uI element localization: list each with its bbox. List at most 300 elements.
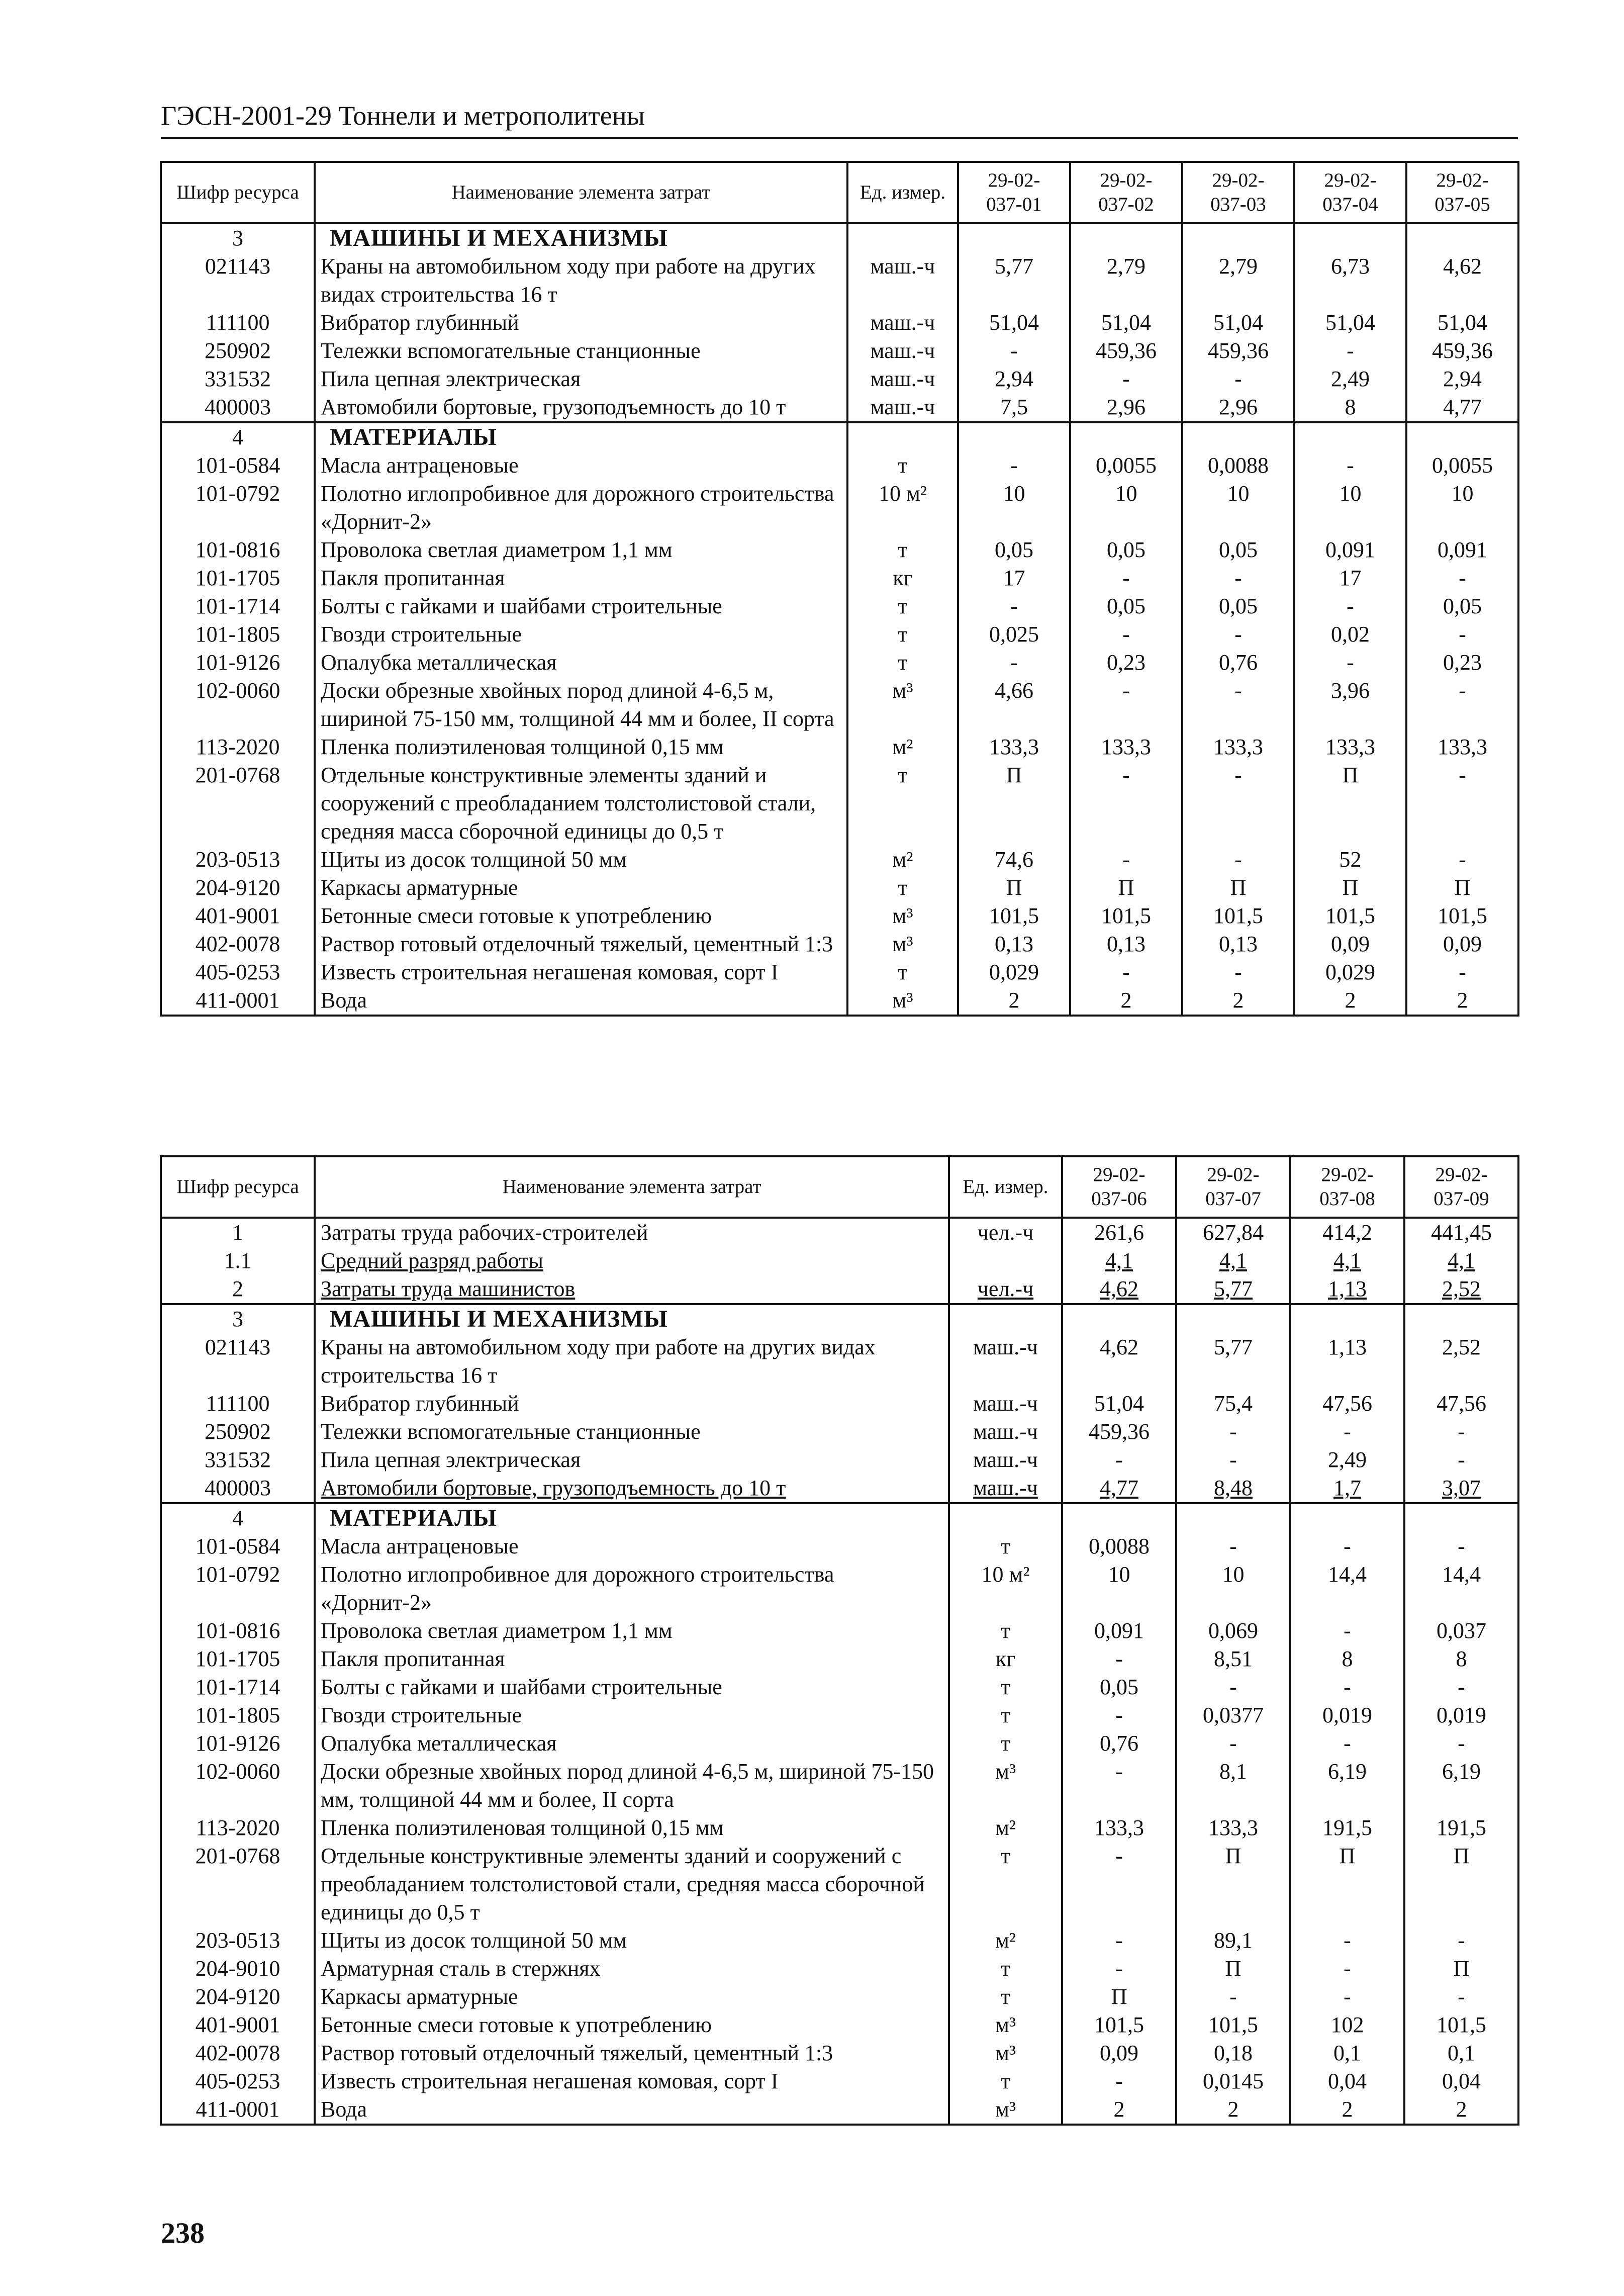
unit-cell	[949, 1503, 1062, 1532]
value-cell: 0,76	[1062, 1729, 1176, 1758]
value-cell: -	[1062, 1701, 1176, 1729]
value-cell: 0,23	[1406, 649, 1518, 677]
value-cell: -	[1406, 620, 1518, 649]
value-cell: 0,0055	[1406, 451, 1518, 480]
resource-code: 101-0792	[161, 480, 315, 536]
value-cell: 6,19	[1290, 1758, 1404, 1814]
table-row	[161, 1701, 1518, 1729]
cost-element-name: Средний разряд работы	[315, 1247, 949, 1275]
value-cell: -	[1176, 1673, 1290, 1701]
table-row	[161, 1955, 1518, 1983]
value-cell: 0,23	[1070, 649, 1182, 677]
cost-element-name: Вода	[315, 2095, 949, 2125]
resource-code: 411-0001	[161, 2095, 315, 2125]
table-row	[161, 1926, 1518, 1955]
value-cell: 47,56	[1290, 1390, 1404, 1418]
value-cell: 2	[1070, 986, 1182, 1016]
resource-code: 101-1714	[161, 1673, 315, 1701]
cost-element-name: Известь строительная негашеная комовая, сорт I	[315, 958, 847, 986]
cost-element-name: Масла антраценовые	[315, 1532, 949, 1560]
value-cell: -	[1406, 677, 1518, 733]
page-header	[161, 97, 1518, 139]
value-cell: 0,0055	[1070, 451, 1182, 480]
cost-element-name: Болты с гайками и шайбами строительные	[315, 592, 847, 620]
value-cell: П	[1176, 1955, 1290, 1983]
resource-code: 331532	[161, 365, 315, 393]
unit-cell: м²	[847, 846, 958, 874]
table-row	[161, 480, 1518, 536]
value-cell: 133,3	[1182, 733, 1294, 761]
table-row	[161, 2095, 1518, 2125]
value-cell: 0,0145	[1176, 2067, 1290, 2095]
value-cell: -	[1294, 451, 1406, 480]
value-cell: 2	[1404, 2095, 1518, 2125]
value-cell: -	[1070, 846, 1182, 874]
resource-code: 402-0078	[161, 930, 315, 958]
unit-cell: м²	[949, 1926, 1062, 1955]
value-cell: 0,04	[1290, 2067, 1404, 2095]
value-cell: -	[1290, 1617, 1404, 1645]
value-cell: 261,6	[1062, 1218, 1176, 1247]
value-cell: 4,1	[1062, 1247, 1176, 1275]
value-cell: 0,13	[1070, 930, 1182, 958]
table-row	[161, 902, 1518, 930]
value-cell: П	[1404, 1955, 1518, 1983]
value-cell: 0,0377	[1176, 1701, 1290, 1729]
table-row	[161, 451, 1518, 480]
cost-element-name: Доски обрезные хвойных пород длиной 4-6,5 м, шириной 75-150 мм, толщиной 44 мм и более, II сорта	[315, 677, 847, 733]
value-cell: 0,029	[958, 958, 1070, 986]
resource-code: 405-0253	[161, 958, 315, 986]
value-cell: 0,76	[1182, 649, 1294, 677]
value-cell: 51,04	[1070, 309, 1182, 337]
value-cell: 0,05	[1182, 536, 1294, 564]
resource-code: 411-0001	[161, 986, 315, 1016]
value-cell: -	[1070, 620, 1182, 649]
resource-code: 021143	[161, 252, 315, 309]
section-row	[161, 1304, 1518, 1333]
value-cell: 4,62	[1062, 1275, 1176, 1304]
resource-code: 2	[161, 1275, 315, 1304]
table-row	[161, 2039, 1518, 2067]
resource-code: 1.1	[161, 1247, 315, 1275]
section-title: МАШИНЫ И МЕХАНИЗМЫ	[315, 223, 847, 252]
value-cell: -	[958, 337, 1070, 365]
value-cell: 10	[1294, 480, 1406, 536]
cost-element-name: Проволока светлая диаметром 1,1 мм	[315, 1617, 949, 1645]
unit-cell: маш.-ч	[847, 337, 958, 365]
resource-code: 401-9001	[161, 902, 315, 930]
value-cell: 10	[958, 480, 1070, 536]
value-cell: 8	[1404, 1645, 1518, 1673]
value-cell: 4,66	[958, 677, 1070, 733]
unit-cell: м³	[847, 902, 958, 930]
unit-cell: м³	[847, 677, 958, 733]
cost-element-name: Полотно иглопробивное для дорожного строительства «Дорнит-2»	[315, 480, 847, 536]
table-row	[161, 677, 1518, 733]
unit-cell: маш.-ч	[847, 252, 958, 309]
value-cell: 10	[1182, 480, 1294, 536]
value-cell: 459,36	[1070, 337, 1182, 365]
table-row	[161, 564, 1518, 592]
value-cell: 0,037	[1404, 1617, 1518, 1645]
resource-code: 402-0078	[161, 2039, 315, 2067]
unit-cell: т	[847, 592, 958, 620]
resource-code: 101-9126	[161, 649, 315, 677]
value-cell	[1062, 1503, 1176, 1532]
value-cell: П	[1070, 874, 1182, 902]
value-cell: 6,73	[1294, 252, 1406, 309]
value-cell: 0,13	[958, 930, 1070, 958]
unit-cell: чел.-ч	[949, 1218, 1062, 1247]
table-row	[161, 1275, 1518, 1304]
value-cell: 191,5	[1290, 1814, 1404, 1842]
value-cell: 51,04	[958, 309, 1070, 337]
table-row	[161, 1617, 1518, 1645]
section-row	[161, 1503, 1518, 1532]
unit-cell: т	[847, 649, 958, 677]
value-cell: 0,091	[1294, 536, 1406, 564]
cost-element-name: Каркасы арматурные	[315, 874, 847, 902]
value-cell: 0,05	[958, 536, 1070, 564]
unit-cell: м³	[847, 986, 958, 1016]
value-cell: 3,07	[1404, 1474, 1518, 1503]
table-row	[161, 1645, 1518, 1673]
value-cell: 1,13	[1290, 1275, 1404, 1304]
unit-cell: кг	[847, 564, 958, 592]
cost-element-name: Доски обрезные хвойных пород длиной 4-6,5 м, шириной 75-150 мм, толщиной 44 мм и более, II сорта	[315, 1758, 949, 1814]
value-cell: 8,51	[1176, 1645, 1290, 1673]
value-cell: 7,5	[958, 393, 1070, 422]
value-cell: -	[1294, 649, 1406, 677]
value-cell: 47,56	[1404, 1390, 1518, 1418]
header-norm-2: 29-02- 037-02	[1070, 162, 1182, 223]
value-cell: -	[1182, 365, 1294, 393]
resource-code: 203-0513	[161, 846, 315, 874]
value-cell: П	[1294, 761, 1406, 846]
resource-code: 401-9001	[161, 2011, 315, 2039]
resource-table-1	[160, 161, 1519, 1017]
resource-code: 102-0060	[161, 1758, 315, 1814]
cost-element-name: Масла антраценовые	[315, 451, 847, 480]
value-cell: 0,1	[1290, 2039, 1404, 2067]
table-row	[161, 1333, 1518, 1390]
value-cell: 133,3	[1294, 733, 1406, 761]
header-norm-1: 29-02- 037-06	[1062, 1156, 1176, 1218]
resource-code: 1	[161, 1218, 315, 1247]
cost-element-name: Отдельные конструктивные элементы зданий и сооружений с преобладанием толстолистовой стали, средняя масса сборочной единицы до 0,5 т	[315, 1842, 949, 1926]
cost-element-name: Арматурная сталь в стержнях	[315, 1955, 949, 1983]
value-cell: 0,019	[1290, 1701, 1404, 1729]
unit-cell: т	[949, 1701, 1062, 1729]
section-row	[161, 422, 1518, 451]
resource-code: 113-2020	[161, 733, 315, 761]
table-row	[161, 393, 1518, 422]
value-cell: 2,94	[1406, 365, 1518, 393]
unit-cell: м³	[949, 2011, 1062, 2039]
cost-element-name: Щиты из досок толщиной 50 мм	[315, 1926, 949, 1955]
value-cell	[1176, 1304, 1290, 1333]
value-cell: 0,019	[1404, 1701, 1518, 1729]
resource-code: 101-1714	[161, 592, 315, 620]
value-cell: 2,94	[958, 365, 1070, 393]
section-code: 4	[161, 422, 315, 451]
value-cell: -	[1070, 365, 1182, 393]
value-cell: -	[1062, 1645, 1176, 1673]
value-cell: 8,1	[1176, 1758, 1290, 1814]
value-cell: 10	[1062, 1560, 1176, 1617]
value-cell: 5,77	[1176, 1333, 1290, 1390]
value-cell: 101,5	[1404, 2011, 1518, 2039]
value-cell: 51,04	[1294, 309, 1406, 337]
cost-element-name: Тележки вспомогательные станционные	[315, 337, 847, 365]
unit-cell: 10 м²	[847, 480, 958, 536]
value-cell: 0,09	[1062, 2039, 1176, 2067]
unit-cell: т	[847, 958, 958, 986]
table-row	[161, 874, 1518, 902]
table-row	[161, 620, 1518, 649]
value-cell: 459,36	[1182, 337, 1294, 365]
value-cell: -	[1070, 958, 1182, 986]
cost-element-name: Гвозди строительные	[315, 620, 847, 649]
value-cell: -	[1062, 2067, 1176, 2095]
value-cell: 8	[1290, 1645, 1404, 1673]
value-cell	[958, 223, 1070, 252]
value-cell: -	[1406, 564, 1518, 592]
resource-code: 101-1805	[161, 1701, 315, 1729]
cost-element-name: Щиты из досок толщиной 50 мм	[315, 846, 847, 874]
unit-cell: м³	[949, 1758, 1062, 1814]
cost-element-name: Полотно иглопробивное для дорожного строительства «Дорнит-2»	[315, 1560, 949, 1617]
value-cell: П	[958, 761, 1070, 846]
value-cell: 0,05	[1070, 592, 1182, 620]
value-cell: -	[1182, 846, 1294, 874]
value-cell: 17	[1294, 564, 1406, 592]
unit-cell: маш.-ч	[949, 1333, 1062, 1390]
unit-cell: маш.-ч	[847, 365, 958, 393]
value-cell: -	[1404, 1983, 1518, 2011]
resource-code: 101-0584	[161, 451, 315, 480]
resource-code: 111100	[161, 309, 315, 337]
resource-code: 405-0253	[161, 2067, 315, 2095]
header-norm-4: 29-02- 037-09	[1404, 1156, 1518, 1218]
value-cell: 191,5	[1404, 1814, 1518, 1842]
value-cell: 4,62	[1062, 1333, 1176, 1390]
table-row	[161, 1560, 1518, 1617]
unit-cell: чел.-ч	[949, 1275, 1062, 1304]
value-cell: -	[1404, 1446, 1518, 1474]
value-cell: -	[958, 592, 1070, 620]
cost-element-name: Пленка полиэтиленовая толщиной 0,15 мм	[315, 733, 847, 761]
value-cell	[1294, 223, 1406, 252]
value-cell: 1,7	[1290, 1474, 1404, 1503]
section-title: МАТЕРИАЛЫ	[315, 1503, 949, 1532]
value-cell: 5,77	[958, 252, 1070, 309]
header-unit: Ед. измер.	[847, 162, 958, 223]
cost-element-name: Каркасы арматурные	[315, 1983, 949, 2011]
value-cell	[1290, 1304, 1404, 1333]
value-cell: 101,5	[1182, 902, 1294, 930]
unit-cell: маш.-ч	[847, 309, 958, 337]
value-cell: 101,5	[1294, 902, 1406, 930]
resource-code: 101-0816	[161, 1617, 315, 1645]
value-cell: 3,96	[1294, 677, 1406, 733]
value-cell: -	[1070, 677, 1182, 733]
cost-element-name: Краны на автомобильном ходу при работе на других видах строительства 16 т	[315, 1333, 949, 1390]
value-cell: 2,49	[1294, 365, 1406, 393]
value-cell: -	[1290, 1532, 1404, 1560]
value-cell: 4,1	[1176, 1247, 1290, 1275]
cost-element-name: Пакля пропитанная	[315, 1645, 949, 1673]
unit-cell: маш.-ч	[949, 1390, 1062, 1418]
value-cell	[1290, 1503, 1404, 1532]
value-cell: 101,5	[1176, 2011, 1290, 2039]
value-cell: -	[1070, 564, 1182, 592]
table-header-row	[161, 1156, 1518, 1218]
value-cell: 4,1	[1290, 1247, 1404, 1275]
value-cell: 0,05	[1406, 592, 1518, 620]
value-cell: 4,77	[1406, 393, 1518, 422]
header-cost-element: Наименование элемента затрат	[315, 1156, 949, 1218]
unit-cell: т	[847, 451, 958, 480]
value-cell: 17	[958, 564, 1070, 592]
table-row	[161, 536, 1518, 564]
table-row	[161, 1842, 1518, 1926]
table-row	[161, 252, 1518, 309]
unit-cell	[949, 1247, 1062, 1275]
value-cell: 414,2	[1290, 1218, 1404, 1247]
value-cell	[1406, 223, 1518, 252]
value-cell: 0,13	[1182, 930, 1294, 958]
value-cell: -	[1176, 1532, 1290, 1560]
table-row	[161, 1218, 1518, 1247]
section-title: МАТЕРИАЛЫ	[315, 422, 847, 451]
table-row	[161, 309, 1518, 337]
value-cell: 8	[1294, 393, 1406, 422]
unit-cell: т	[847, 761, 958, 846]
cost-element-name: Краны на автомобильном ходу при работе на других видах строительства 16 т	[315, 252, 847, 309]
value-cell: 0,1	[1404, 2039, 1518, 2067]
value-cell: -	[1294, 337, 1406, 365]
value-cell: 2,96	[1182, 393, 1294, 422]
value-cell: -	[1062, 1955, 1176, 1983]
value-cell	[1404, 1304, 1518, 1333]
cost-element-name: Пленка полиэтиленовая толщиной 0,15 мм	[315, 1814, 949, 1842]
value-cell: -	[1406, 761, 1518, 846]
value-cell: 0,091	[1406, 536, 1518, 564]
cost-element-name: Затраты труда рабочих-строителей	[315, 1218, 949, 1247]
value-cell: 2,96	[1070, 393, 1182, 422]
value-cell: -	[1290, 1673, 1404, 1701]
table-row	[161, 1390, 1518, 1418]
table-row	[161, 1729, 1518, 1758]
value-cell: 6,19	[1404, 1758, 1518, 1814]
cost-element-name: Пакля пропитанная	[315, 564, 847, 592]
resource-code: 111100	[161, 1390, 315, 1418]
value-cell: -	[1294, 592, 1406, 620]
value-cell: 101,5	[958, 902, 1070, 930]
resource-code: 101-1705	[161, 1645, 315, 1673]
unit-cell: т	[847, 874, 958, 902]
resource-code: 203-0513	[161, 1926, 315, 1955]
table-row	[161, 1983, 1518, 2011]
table-row	[161, 365, 1518, 393]
value-cell: -	[1404, 1673, 1518, 1701]
unit-cell: маш.-ч	[949, 1418, 1062, 1446]
value-cell	[1182, 422, 1294, 451]
resource-code: 204-9120	[161, 1983, 315, 2011]
value-cell: 133,3	[1070, 733, 1182, 761]
table-row	[161, 2067, 1518, 2095]
value-cell: 0,09	[1406, 930, 1518, 958]
resource-code: 021143	[161, 1333, 315, 1390]
cost-element-name: Проволока светлая диаметром 1,1 мм	[315, 536, 847, 564]
header-norm-4: 29-02- 037-04	[1294, 162, 1406, 223]
unit-cell: т	[949, 1617, 1062, 1645]
table-row	[161, 733, 1518, 761]
value-cell: 4,62	[1406, 252, 1518, 309]
value-cell: 2	[1176, 2095, 1290, 2125]
cost-element-name: Известь строительная негашеная комовая, сорт I	[315, 2067, 949, 2095]
value-cell: П	[1290, 1842, 1404, 1926]
unit-cell: т	[949, 1955, 1062, 1983]
value-cell: 2	[1290, 2095, 1404, 2125]
value-cell	[1070, 223, 1182, 252]
unit-cell: т	[847, 620, 958, 649]
value-cell: 0,0088	[1062, 1532, 1176, 1560]
value-cell: 2,79	[1070, 252, 1182, 309]
unit-cell: м²	[949, 1814, 1062, 1842]
value-cell: 0,0088	[1182, 451, 1294, 480]
value-cell: 2	[1294, 986, 1406, 1016]
resource-code: 201-0768	[161, 1842, 315, 1926]
value-cell	[1070, 422, 1182, 451]
value-cell: 101,5	[1406, 902, 1518, 930]
table-row	[161, 986, 1518, 1016]
unit-cell: т	[949, 1532, 1062, 1560]
value-cell	[1182, 223, 1294, 252]
resource-code: 201-0768	[161, 761, 315, 846]
resource-code: 400003	[161, 393, 315, 422]
value-cell: 102	[1290, 2011, 1404, 2039]
value-cell: 0,05	[1062, 1673, 1176, 1701]
value-cell: 51,04	[1406, 309, 1518, 337]
unit-cell: кг	[949, 1645, 1062, 1673]
value-cell	[958, 422, 1070, 451]
value-cell: -	[1406, 846, 1518, 874]
section-row	[161, 223, 1518, 252]
value-cell: 2	[958, 986, 1070, 1016]
value-cell: 133,3	[1406, 733, 1518, 761]
value-cell	[1294, 422, 1406, 451]
table-row	[161, 958, 1518, 986]
value-cell: -	[1290, 1983, 1404, 2011]
cost-element-name: Автомобили бортовые, грузоподъемность до 10 т	[315, 1474, 949, 1503]
table-row	[161, 761, 1518, 846]
resource-code: 102-0060	[161, 677, 315, 733]
value-cell: 459,36	[1062, 1418, 1176, 1446]
value-cell	[1062, 1304, 1176, 1333]
value-cell: -	[1406, 958, 1518, 986]
value-cell: -	[958, 649, 1070, 677]
value-cell: 1,13	[1290, 1333, 1404, 1390]
table-row	[161, 649, 1518, 677]
resource-code: 331532	[161, 1446, 315, 1474]
value-cell: -	[1404, 1926, 1518, 1955]
unit-cell: маш.-ч	[949, 1446, 1062, 1474]
value-cell: П	[1294, 874, 1406, 902]
unit-cell: маш.-ч	[847, 393, 958, 422]
